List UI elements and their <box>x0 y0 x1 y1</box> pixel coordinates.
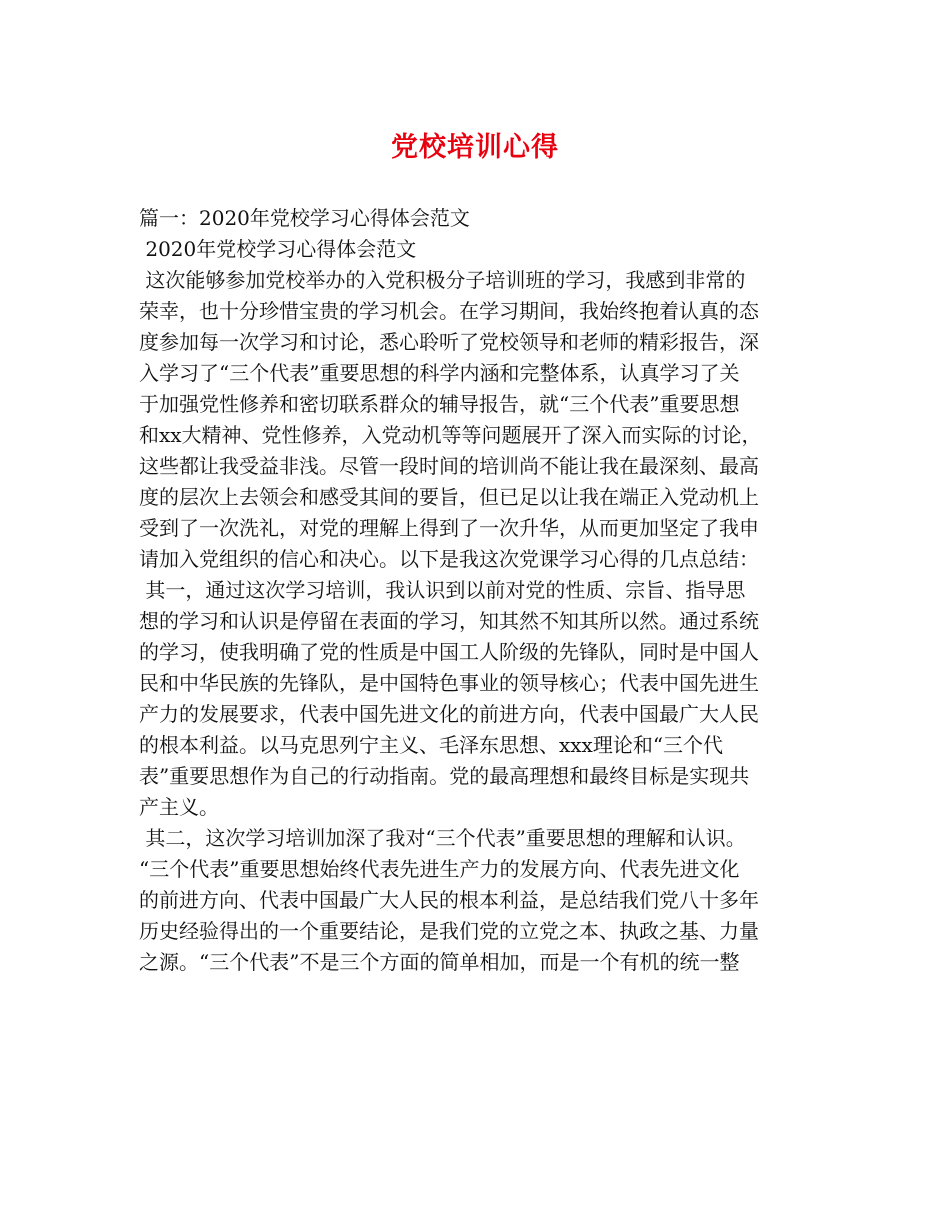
text-line: 度参加每一次学习和讨论，悉心聆听了党校领导和老师的精彩报告，深 <box>139 330 759 354</box>
text-line: 和xx大精神、党性修养，入党动机等等问题展开了深入而实际的讨论， <box>139 423 762 447</box>
text-line: 产主义。 <box>139 795 219 819</box>
text-line: 其一，通过这次学习培训，我认识到以前对党的性质、宗旨、指导思 <box>139 578 746 602</box>
text-line: 的前进方向、代表中国最广大人民的根本利益，是总结我们党八十多年 <box>139 888 759 912</box>
text-line: 其二，这次学习培训加深了我对“三个代表”重要思想的理解和认识。 <box>139 826 746 850</box>
text-line: 的根本利益。以马克思列宁主义、毛泽东思想、xxx理论和“三个代 <box>139 733 724 757</box>
text-line: 这次能够参加党校举办的入党积极分子培训班的学习，我感到非常的 <box>139 268 746 292</box>
text-line: 2020年党校学习心得体会范文 <box>139 237 417 261</box>
text-line: 民和中华民族的先锋队，是中国特色事业的领导核心；代表中国先进生 <box>139 671 759 695</box>
text-line: 请加入党组织的信心和决心。以下是我这次党课学习心得的几点总结： <box>139 547 759 571</box>
text-line: 产力的发展要求，代表中国先进文化的前进方向，代表中国最广大人民 <box>139 702 759 726</box>
text-line: 表”重要思想作为自己的行动指南。党的最高理想和最终目标是实现共 <box>139 764 750 788</box>
text-line: 入学习了“三个代表”重要思想的科学内涵和完整体系，认真学习了关 <box>139 361 740 385</box>
text-line: 篇一：2020年党校学习心得体会范文 <box>139 206 470 230</box>
text-line: 度的层次上去领会和感受其间的要旨，但已足以让我在端正入党动机上 <box>139 485 759 509</box>
document-body <box>139 203 839 978</box>
text-line: 想的学习和认识是停留在表面的学习，知其然不知其所以然。通过系统 <box>139 609 759 633</box>
document-title: 党校培训心得 <box>391 132 559 163</box>
text-line: 荣幸，也十分珍惜宝贵的学习机会。在学习期间，我始终抱着认真的态 <box>139 299 759 323</box>
text-line: 之源。“三个代表”不是三个方面的简单相加，而是一个有机的统一整 <box>139 950 740 974</box>
text-line: 的学习，使我明确了党的性质是中国工人阶级的先锋队，同时是中国人 <box>139 640 759 664</box>
text-line: 于加强党性修养和密切联系群众的辅导报告，就“三个代表”重要思想 <box>139 392 740 416</box>
text-line: 历史经验得出的一个重要结论，是我们党的立党之本、执政之基、力量 <box>139 919 759 943</box>
text-line: 受到了一次洗礼，对党的理解上得到了一次升华，从而更加坚定了我申 <box>139 516 759 540</box>
text-line: “三个代表”重要思想始终代表先进生产力的发展方向、代表先进文化 <box>139 857 740 881</box>
text-line: 这些都让我受益非浅。尽管一段时间的培训尚不能让我在最深刻、最高 <box>139 454 759 478</box>
